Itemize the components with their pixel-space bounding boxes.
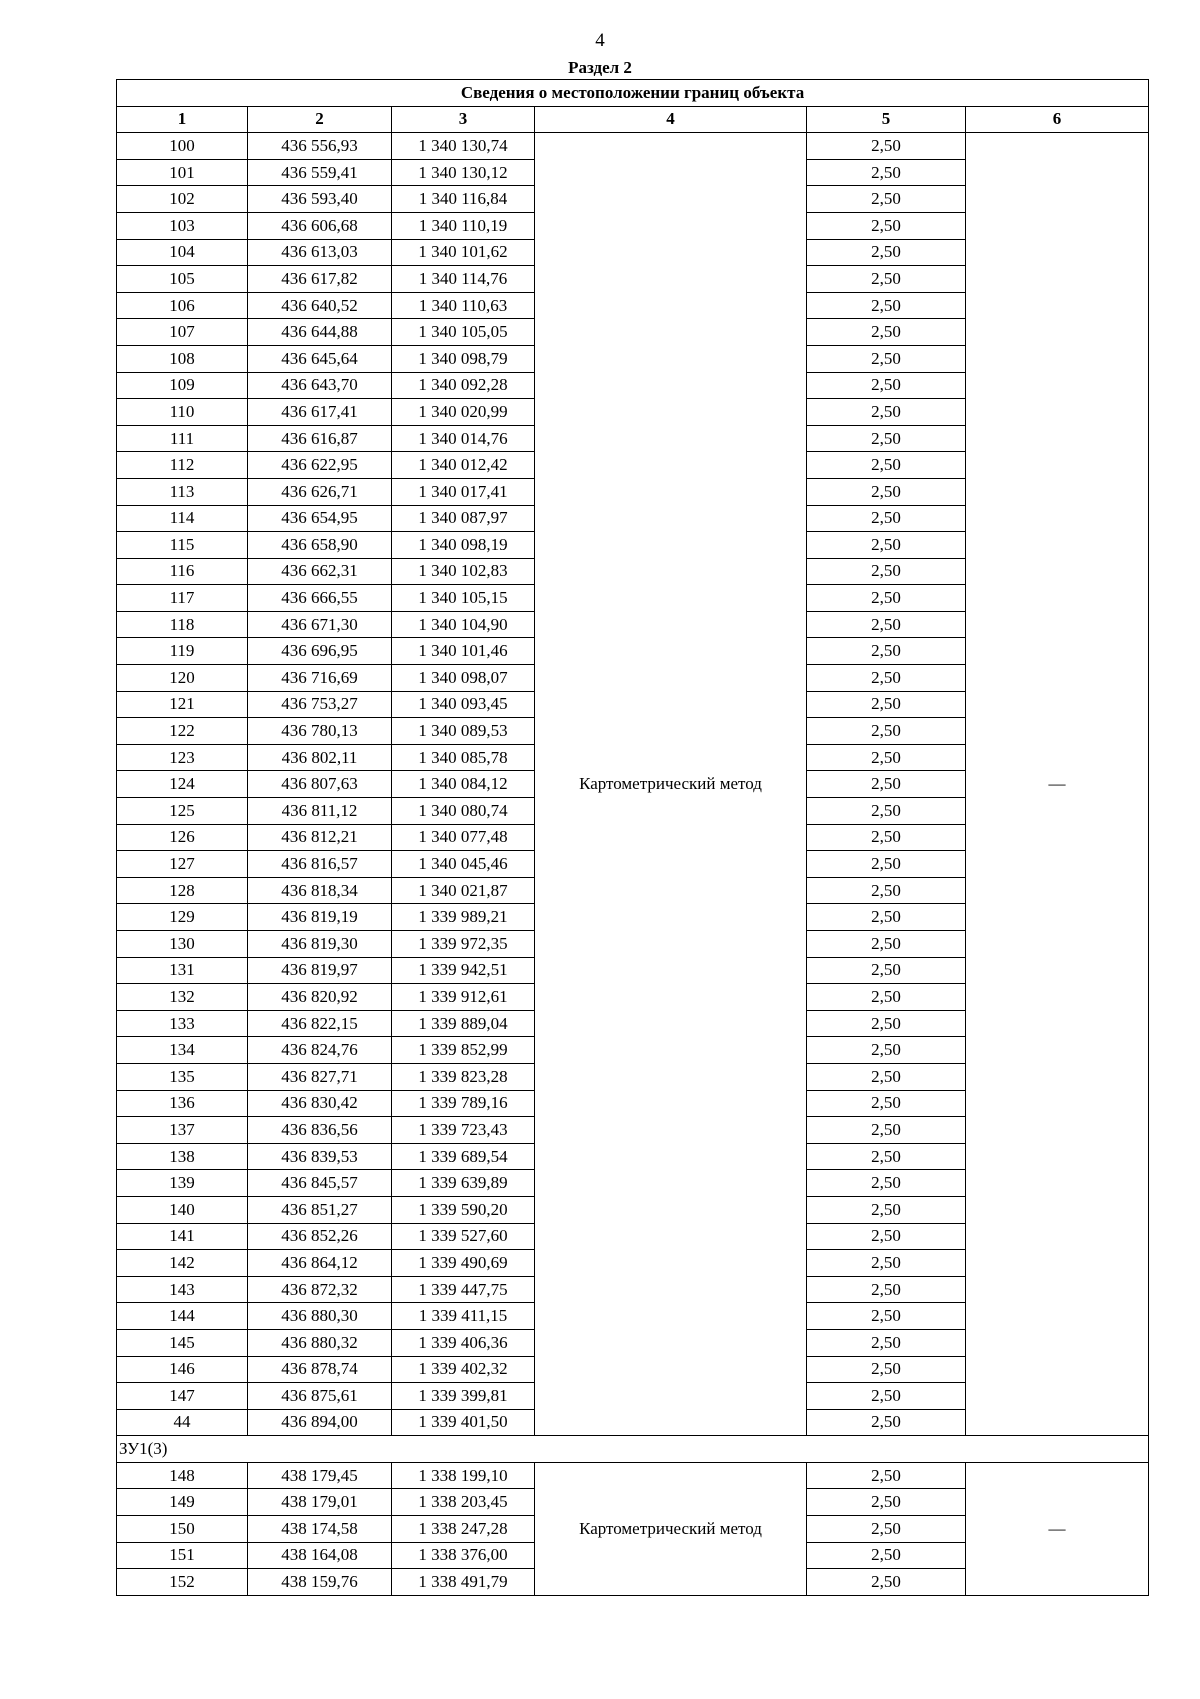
- section-title: Раздел 2: [568, 58, 632, 77]
- accuracy-cell: 2,50: [807, 372, 966, 399]
- accuracy-cell: 2,50: [807, 505, 966, 532]
- point-number-cell: 137: [117, 1117, 248, 1144]
- y-coordinate-cell: 1 339 402,32: [392, 1356, 535, 1383]
- accuracy-cell: 2,50: [807, 1117, 966, 1144]
- y-coordinate-cell: 1 340 110,63: [392, 292, 535, 319]
- x-coordinate-cell: 436 666,55: [248, 585, 392, 612]
- x-coordinate-cell: 436 822,15: [248, 1010, 392, 1037]
- x-coordinate-cell: 436 643,70: [248, 372, 392, 399]
- x-coordinate-cell: 436 645,64: [248, 345, 392, 372]
- group-label: ЗУ1(3): [117, 1436, 1149, 1463]
- x-coordinate-cell: 436 807,63: [248, 771, 392, 798]
- accuracy-cell: 2,50: [807, 399, 966, 426]
- point-number-cell: 125: [117, 798, 248, 825]
- point-number-cell: 122: [117, 718, 248, 745]
- accuracy-cell: 2,50: [807, 984, 966, 1011]
- y-coordinate-cell: 1 339 689,54: [392, 1143, 535, 1170]
- page-number: 4: [595, 30, 605, 51]
- x-coordinate-cell: 436 617,82: [248, 266, 392, 293]
- x-coordinate-cell: 436 696,95: [248, 638, 392, 665]
- y-coordinate-cell: 1 339 590,20: [392, 1196, 535, 1223]
- accuracy-cell: 2,50: [807, 1037, 966, 1064]
- point-number-cell: 124: [117, 771, 248, 798]
- accuracy-cell: 2,50: [807, 1542, 966, 1569]
- y-coordinate-cell: 1 340 114,76: [392, 266, 535, 293]
- accuracy-cell: 2,50: [807, 718, 966, 745]
- x-coordinate-cell: 436 640,52: [248, 292, 392, 319]
- x-coordinate-cell: 436 559,41: [248, 159, 392, 186]
- y-coordinate-cell: 1 338 247,28: [392, 1516, 535, 1543]
- point-number-cell: 146: [117, 1356, 248, 1383]
- y-coordinate-cell: 1 338 199,10: [392, 1462, 535, 1489]
- accuracy-cell: 2,50: [807, 665, 966, 692]
- x-coordinate-cell: 436 606,68: [248, 212, 392, 239]
- x-coordinate-cell: 436 819,97: [248, 957, 392, 984]
- accuracy-cell: 2,50: [807, 1569, 966, 1596]
- y-coordinate-cell: 1 338 491,79: [392, 1569, 535, 1596]
- y-coordinate-cell: 1 340 077,48: [392, 824, 535, 851]
- y-coordinate-cell: 1 340 110,19: [392, 212, 535, 239]
- accuracy-cell: 2,50: [807, 1010, 966, 1037]
- column-6-cell: —: [966, 1462, 1149, 1595]
- point-number-cell: 117: [117, 585, 248, 612]
- point-number-cell: 138: [117, 1143, 248, 1170]
- method-cell: Картометрический метод: [535, 1462, 807, 1595]
- point-number-cell: 102: [117, 186, 248, 213]
- group-label-row: [117, 1436, 1149, 1463]
- x-coordinate-cell: 436 845,57: [248, 1170, 392, 1197]
- point-number-cell: 127: [117, 851, 248, 878]
- x-coordinate-cell: 436 851,27: [248, 1196, 392, 1223]
- point-number-cell: 141: [117, 1223, 248, 1250]
- x-coordinate-cell: 438 174,58: [248, 1516, 392, 1543]
- y-coordinate-cell: 1 339 823,28: [392, 1063, 535, 1090]
- y-coordinate-cell: 1 339 490,69: [392, 1250, 535, 1277]
- point-number-cell: 101: [117, 159, 248, 186]
- x-coordinate-cell: 436 644,88: [248, 319, 392, 346]
- x-coordinate-cell: 436 556,93: [248, 133, 392, 160]
- x-coordinate-cell: 436 617,41: [248, 399, 392, 426]
- table-body: [117, 133, 1149, 1596]
- point-number-cell: 134: [117, 1037, 248, 1064]
- y-coordinate-cell: 1 339 411,15: [392, 1303, 535, 1330]
- y-coordinate-cell: 1 340 020,99: [392, 399, 535, 426]
- x-coordinate-cell: 438 179,01: [248, 1489, 392, 1516]
- x-coordinate-cell: 436 827,71: [248, 1063, 392, 1090]
- y-coordinate-cell: 1 340 012,42: [392, 452, 535, 479]
- x-coordinate-cell: 436 880,30: [248, 1303, 392, 1330]
- x-coordinate-cell: 436 820,92: [248, 984, 392, 1011]
- y-coordinate-cell: 1 340 093,45: [392, 691, 535, 718]
- accuracy-cell: 2,50: [807, 478, 966, 505]
- point-number-cell: 105: [117, 266, 248, 293]
- accuracy-cell: 2,50: [807, 452, 966, 479]
- point-number-cell: 135: [117, 1063, 248, 1090]
- x-coordinate-cell: 436 819,19: [248, 904, 392, 931]
- accuracy-cell: 2,50: [807, 1196, 966, 1223]
- point-number-cell: 143: [117, 1276, 248, 1303]
- y-coordinate-cell: 1 340 116,84: [392, 186, 535, 213]
- accuracy-cell: 2,50: [807, 931, 966, 958]
- point-number-cell: 115: [117, 532, 248, 559]
- x-coordinate-cell: 436 824,76: [248, 1037, 392, 1064]
- point-number-cell: 152: [117, 1569, 248, 1596]
- accuracy-cell: 2,50: [807, 1143, 966, 1170]
- point-number-cell: 113: [117, 478, 248, 505]
- x-coordinate-cell: 436 658,90: [248, 532, 392, 559]
- y-coordinate-cell: 1 340 101,46: [392, 638, 535, 665]
- point-number-cell: 147: [117, 1383, 248, 1410]
- y-coordinate-cell: 1 340 130,12: [392, 159, 535, 186]
- x-coordinate-cell: 436 780,13: [248, 718, 392, 745]
- x-coordinate-cell: 436 839,53: [248, 1143, 392, 1170]
- x-coordinate-cell: 436 662,31: [248, 558, 392, 585]
- column-header: 2: [248, 106, 392, 133]
- point-number-cell: 151: [117, 1542, 248, 1569]
- accuracy-cell: 2,50: [807, 851, 966, 878]
- point-number-cell: 130: [117, 931, 248, 958]
- point-number-cell: 103: [117, 212, 248, 239]
- point-number-cell: 107: [117, 319, 248, 346]
- accuracy-cell: 2,50: [807, 319, 966, 346]
- accuracy-cell: 2,50: [807, 585, 966, 612]
- x-coordinate-cell: 436 875,61: [248, 1383, 392, 1410]
- x-coordinate-cell: 436 852,26: [248, 1223, 392, 1250]
- accuracy-cell: 2,50: [807, 824, 966, 851]
- y-coordinate-cell: 1 340 085,78: [392, 744, 535, 771]
- point-number-cell: 118: [117, 611, 248, 638]
- y-coordinate-cell: 1 340 098,19: [392, 532, 535, 559]
- boundary-coordinates-table: [116, 79, 1149, 1596]
- x-coordinate-cell: 436 864,12: [248, 1250, 392, 1277]
- y-coordinate-cell: 1 340 104,90: [392, 611, 535, 638]
- accuracy-cell: 2,50: [807, 186, 966, 213]
- y-coordinate-cell: 1 339 447,75: [392, 1276, 535, 1303]
- x-coordinate-cell: 436 654,95: [248, 505, 392, 532]
- accuracy-cell: 2,50: [807, 771, 966, 798]
- y-coordinate-cell: 1 338 376,00: [392, 1542, 535, 1569]
- y-coordinate-cell: 1 339 789,16: [392, 1090, 535, 1117]
- table-row: [117, 1462, 1149, 1489]
- accuracy-cell: 2,50: [807, 957, 966, 984]
- x-coordinate-cell: 438 164,08: [248, 1542, 392, 1569]
- point-number-cell: 144: [117, 1303, 248, 1330]
- x-coordinate-cell: 436 818,34: [248, 877, 392, 904]
- point-number-cell: 114: [117, 505, 248, 532]
- y-coordinate-cell: 1 340 105,05: [392, 319, 535, 346]
- y-coordinate-cell: 1 340 102,83: [392, 558, 535, 585]
- y-coordinate-cell: 1 338 203,45: [392, 1489, 535, 1516]
- y-coordinate-cell: 1 340 098,79: [392, 345, 535, 372]
- accuracy-cell: 2,50: [807, 292, 966, 319]
- y-coordinate-cell: 1 339 401,50: [392, 1409, 535, 1436]
- point-number-cell: 128: [117, 877, 248, 904]
- x-coordinate-cell: 436 894,00: [248, 1409, 392, 1436]
- y-coordinate-cell: 1 340 089,53: [392, 718, 535, 745]
- x-coordinate-cell: 436 880,32: [248, 1329, 392, 1356]
- column-header-row: [117, 106, 1149, 133]
- accuracy-cell: 2,50: [807, 1250, 966, 1277]
- point-number-cell: 149: [117, 1489, 248, 1516]
- accuracy-cell: 2,50: [807, 1090, 966, 1117]
- point-number-cell: 132: [117, 984, 248, 1011]
- accuracy-cell: 2,50: [807, 744, 966, 771]
- column-header: 4: [535, 106, 807, 133]
- point-number-cell: 112: [117, 452, 248, 479]
- point-number-cell: 108: [117, 345, 248, 372]
- y-coordinate-cell: 1 340 084,12: [392, 771, 535, 798]
- accuracy-cell: 2,50: [807, 1356, 966, 1383]
- point-number-cell: 121: [117, 691, 248, 718]
- y-coordinate-cell: 1 339 972,35: [392, 931, 535, 958]
- x-coordinate-cell: 436 802,11: [248, 744, 392, 771]
- accuracy-cell: 2,50: [807, 345, 966, 372]
- accuracy-cell: 2,50: [807, 1303, 966, 1330]
- point-number-cell: 120: [117, 665, 248, 692]
- accuracy-cell: 2,50: [807, 1276, 966, 1303]
- y-coordinate-cell: 1 340 101,62: [392, 239, 535, 266]
- accuracy-cell: 2,50: [807, 558, 966, 585]
- x-coordinate-cell: 436 753,27: [248, 691, 392, 718]
- accuracy-cell: 2,50: [807, 691, 966, 718]
- y-coordinate-cell: 1 340 080,74: [392, 798, 535, 825]
- accuracy-cell: 2,50: [807, 1409, 966, 1436]
- x-coordinate-cell: 436 811,12: [248, 798, 392, 825]
- x-coordinate-cell: 436 878,74: [248, 1356, 392, 1383]
- y-coordinate-cell: 1 340 130,74: [392, 133, 535, 160]
- accuracy-cell: 2,50: [807, 1462, 966, 1489]
- point-number-cell: 104: [117, 239, 248, 266]
- y-coordinate-cell: 1 339 889,04: [392, 1010, 535, 1037]
- table-caption: Сведения о местоположении границ объекта: [117, 80, 1149, 107]
- accuracy-cell: 2,50: [807, 798, 966, 825]
- x-coordinate-cell: 436 626,71: [248, 478, 392, 505]
- point-number-cell: 145: [117, 1329, 248, 1356]
- accuracy-cell: 2,50: [807, 239, 966, 266]
- point-number-cell: 100: [117, 133, 248, 160]
- point-number-cell: 106: [117, 292, 248, 319]
- accuracy-cell: 2,50: [807, 266, 966, 293]
- point-number-cell: 116: [117, 558, 248, 585]
- y-coordinate-cell: 1 339 989,21: [392, 904, 535, 931]
- column-6-cell: —: [966, 133, 1149, 1436]
- y-coordinate-cell: 1 340 092,28: [392, 372, 535, 399]
- y-coordinate-cell: 1 340 017,41: [392, 478, 535, 505]
- table-row: [117, 133, 1149, 160]
- y-coordinate-cell: 1 339 852,99: [392, 1037, 535, 1064]
- x-coordinate-cell: 436 830,42: [248, 1090, 392, 1117]
- point-number-cell: 44: [117, 1409, 248, 1436]
- point-number-cell: 123: [117, 744, 248, 771]
- accuracy-cell: 2,50: [807, 212, 966, 239]
- accuracy-cell: 2,50: [807, 1516, 966, 1543]
- point-number-cell: 131: [117, 957, 248, 984]
- x-coordinate-cell: 438 179,45: [248, 1462, 392, 1489]
- x-coordinate-cell: 436 622,95: [248, 452, 392, 479]
- y-coordinate-cell: 1 339 527,60: [392, 1223, 535, 1250]
- y-coordinate-cell: 1 339 912,61: [392, 984, 535, 1011]
- point-number-cell: 136: [117, 1090, 248, 1117]
- point-number-cell: 126: [117, 824, 248, 851]
- point-number-cell: 142: [117, 1250, 248, 1277]
- accuracy-cell: 2,50: [807, 1170, 966, 1197]
- point-number-cell: 111: [117, 425, 248, 452]
- column-header: 6: [966, 106, 1149, 133]
- point-number-cell: 119: [117, 638, 248, 665]
- point-number-cell: 150: [117, 1516, 248, 1543]
- y-coordinate-cell: 1 339 723,43: [392, 1117, 535, 1144]
- y-coordinate-cell: 1 339 406,36: [392, 1329, 535, 1356]
- point-number-cell: 148: [117, 1462, 248, 1489]
- column-header: 3: [392, 106, 535, 133]
- y-coordinate-cell: 1 339 399,81: [392, 1383, 535, 1410]
- column-header: 5: [807, 106, 966, 133]
- y-coordinate-cell: 1 340 021,87: [392, 877, 535, 904]
- method-cell: Картометрический метод: [535, 133, 807, 1436]
- x-coordinate-cell: 436 812,21: [248, 824, 392, 851]
- accuracy-cell: 2,50: [807, 425, 966, 452]
- y-coordinate-cell: 1 340 014,76: [392, 425, 535, 452]
- accuracy-cell: 2,50: [807, 611, 966, 638]
- accuracy-cell: 2,50: [807, 1223, 966, 1250]
- accuracy-cell: 2,50: [807, 1063, 966, 1090]
- x-coordinate-cell: 436 593,40: [248, 186, 392, 213]
- y-coordinate-cell: 1 340 098,07: [392, 665, 535, 692]
- y-coordinate-cell: 1 340 045,46: [392, 851, 535, 878]
- accuracy-cell: 2,50: [807, 1329, 966, 1356]
- accuracy-cell: 2,50: [807, 159, 966, 186]
- x-coordinate-cell: 436 819,30: [248, 931, 392, 958]
- x-coordinate-cell: 436 616,87: [248, 425, 392, 452]
- point-number-cell: 140: [117, 1196, 248, 1223]
- accuracy-cell: 2,50: [807, 133, 966, 160]
- point-number-cell: 133: [117, 1010, 248, 1037]
- accuracy-cell: 2,50: [807, 638, 966, 665]
- point-number-cell: 139: [117, 1170, 248, 1197]
- y-coordinate-cell: 1 340 105,15: [392, 585, 535, 612]
- accuracy-cell: 2,50: [807, 1489, 966, 1516]
- accuracy-cell: 2,50: [807, 904, 966, 931]
- x-coordinate-cell: 436 836,56: [248, 1117, 392, 1144]
- x-coordinate-cell: 438 159,76: [248, 1569, 392, 1596]
- accuracy-cell: 2,50: [807, 877, 966, 904]
- column-header: 1: [117, 106, 248, 133]
- x-coordinate-cell: 436 872,32: [248, 1276, 392, 1303]
- point-number-cell: 129: [117, 904, 248, 931]
- y-coordinate-cell: 1 340 087,97: [392, 505, 535, 532]
- y-coordinate-cell: 1 339 639,89: [392, 1170, 535, 1197]
- y-coordinate-cell: 1 339 942,51: [392, 957, 535, 984]
- x-coordinate-cell: 436 613,03: [248, 239, 392, 266]
- point-number-cell: 110: [117, 399, 248, 426]
- x-coordinate-cell: 436 816,57: [248, 851, 392, 878]
- accuracy-cell: 2,50: [807, 532, 966, 559]
- accuracy-cell: 2,50: [807, 1383, 966, 1410]
- point-number-cell: 109: [117, 372, 248, 399]
- x-coordinate-cell: 436 671,30: [248, 611, 392, 638]
- x-coordinate-cell: 436 716,69: [248, 665, 392, 692]
